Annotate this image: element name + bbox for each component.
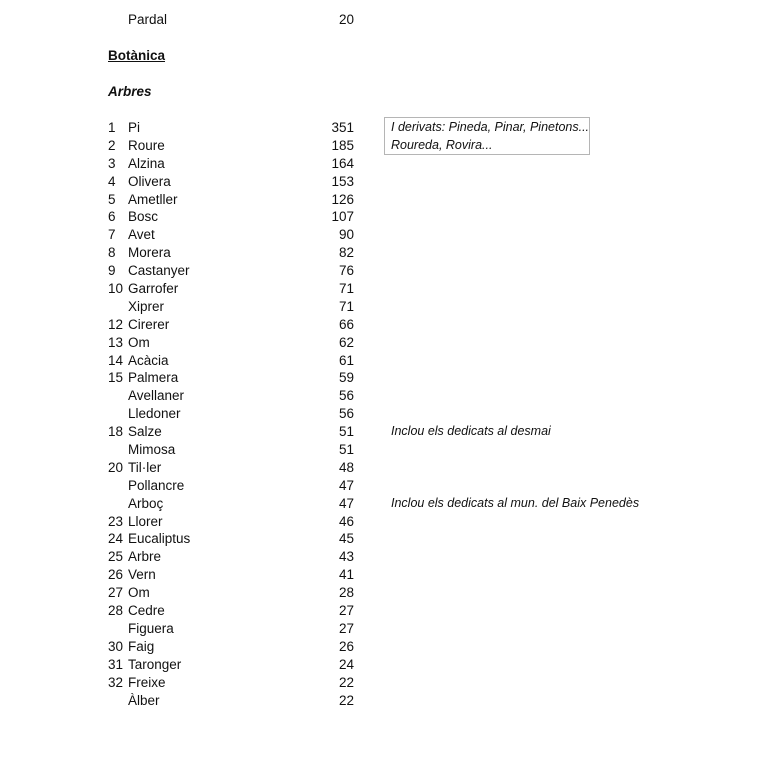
row-count: 59 (338, 370, 354, 386)
list-row (0, 656, 783, 674)
entry-count: 20 (338, 12, 354, 27)
row-count: 61 (338, 352, 354, 368)
row-name: Avellaner (128, 388, 185, 404)
list-row (0, 441, 783, 459)
row-count: 185 (331, 137, 354, 153)
list-row (0, 280, 783, 298)
row-rank: 10 (108, 281, 124, 297)
row-count: 90 (338, 227, 354, 243)
row-rank: 28 (108, 603, 124, 619)
row-rank: 1 (108, 120, 116, 135)
row-name: Llorer (128, 513, 163, 529)
row-rank: 3 (108, 155, 116, 171)
row-note: Inclou els dedicats al desmai (391, 424, 551, 439)
row-count: 351 (331, 120, 354, 135)
list-row (0, 477, 783, 495)
list-row (0, 173, 783, 191)
list-row (0, 262, 783, 280)
list-row (0, 316, 783, 334)
entry-name: Pardal (128, 12, 168, 27)
row-rank: 18 (108, 424, 124, 440)
list-row (0, 352, 783, 370)
row-name: Roure (128, 137, 165, 153)
row-count: 153 (331, 173, 354, 189)
list-row (0, 244, 783, 262)
list-row (0, 495, 783, 513)
row-count: 47 (338, 477, 354, 493)
row-name: Morera (128, 245, 171, 261)
row-name: Mimosa (128, 442, 176, 458)
list-row (0, 530, 783, 548)
row-name: Palmera (128, 370, 179, 386)
list-row (0, 692, 783, 710)
row-count: 47 (338, 495, 354, 511)
row-name: Alzina (128, 155, 165, 171)
list-row (0, 405, 783, 423)
list-row (0, 208, 783, 226)
row-rank: 30 (108, 638, 124, 654)
row-name: Om (128, 334, 150, 350)
row-count: 51 (338, 442, 354, 458)
row-rank: 25 (108, 549, 124, 565)
row-rank: 14 (108, 352, 124, 368)
row-count: 71 (338, 281, 354, 297)
list-row (0, 602, 783, 620)
row-count: 46 (338, 513, 354, 529)
row-name: Ametller (128, 191, 178, 207)
row-name: Salze (128, 424, 162, 440)
row-name: Figuera (128, 620, 174, 636)
row-count: 164 (331, 155, 354, 171)
row-rank: 20 (108, 459, 124, 475)
row-name: Vern (128, 567, 156, 583)
row-count: 28 (338, 585, 354, 601)
row-rank: 7 (108, 227, 116, 243)
row-count: 45 (338, 531, 354, 547)
row-count: 66 (338, 316, 354, 332)
row-rank: 24 (108, 531, 124, 547)
row-rank: 26 (108, 567, 124, 583)
row-count: 22 (338, 692, 354, 708)
row-name: Faig (128, 638, 155, 654)
row-name: Castanyer (128, 263, 190, 279)
list-row (0, 387, 783, 405)
row-name: Olivera (128, 173, 171, 189)
row-name: Acàcia (128, 352, 169, 368)
row-name: Bosc (128, 209, 159, 225)
row-count: 56 (338, 406, 354, 422)
row-name: Avet (128, 227, 155, 243)
list-row (0, 620, 783, 638)
list-row (0, 155, 783, 173)
row-rank: 8 (108, 245, 116, 261)
tree-list (0, 119, 783, 709)
row-count: 107 (331, 209, 354, 225)
row-count: 22 (338, 674, 354, 690)
list-row (0, 638, 783, 656)
row-count: 41 (338, 567, 354, 583)
list-row (0, 566, 783, 584)
row-name: Taronger (128, 656, 182, 672)
row-count: 126 (331, 191, 354, 207)
row-rank: 13 (108, 334, 124, 350)
row-count: 26 (338, 638, 354, 654)
row-note: Inclou els dedicats al mun. del Baix Penedès (391, 495, 640, 510)
row-count: 24 (338, 656, 354, 672)
row-count: 62 (338, 334, 354, 350)
row-rank: 4 (108, 173, 116, 189)
row-name: Cedre (128, 603, 165, 619)
list-row (0, 369, 783, 387)
row-count: 48 (338, 459, 354, 475)
row-name: Pi (128, 120, 141, 135)
comment-box-text: I derivats: Pineda, Pinar, Pinetons... Roureda, Rovira... (391, 120, 590, 152)
row-count: 71 (338, 298, 354, 314)
row-count: 82 (338, 245, 354, 261)
list-row (0, 226, 783, 244)
subsection-heading: Arbres (108, 84, 152, 99)
row-name: Om (128, 585, 150, 601)
row-name: Garrofer (128, 281, 179, 297)
row-name: Lledoner (128, 406, 181, 422)
row-rank: 2 (108, 137, 116, 153)
row-name: Til·ler (128, 459, 162, 475)
row-rank: 23 (108, 513, 124, 529)
row-rank: 31 (108, 656, 124, 672)
row-count: 27 (338, 603, 354, 619)
row-count: 43 (338, 549, 354, 565)
list-row (0, 674, 783, 692)
list-row (0, 459, 783, 477)
row-name: Arbre (128, 549, 162, 565)
row-rank: 15 (108, 370, 124, 386)
row-name: Arboç (128, 495, 164, 511)
row-rank: 12 (108, 316, 124, 332)
row-count: 51 (338, 424, 354, 440)
list-row (0, 334, 783, 352)
row-name: Eucaliptus (128, 531, 191, 547)
row-name: Freixe (128, 674, 166, 690)
row-rank: 32 (108, 674, 124, 690)
row-name: Cirerer (128, 316, 170, 332)
list-row (0, 191, 783, 209)
list-row (0, 548, 783, 566)
row-count: 56 (338, 388, 354, 404)
list-row (0, 423, 783, 441)
row-rank: 27 (108, 585, 124, 601)
row-rank: 6 (108, 209, 116, 225)
row-name: Xiprer (128, 298, 165, 314)
row-name: Pollancre (128, 477, 185, 493)
row-name: Àlber (128, 692, 160, 708)
list-row (0, 298, 783, 316)
row-rank: 9 (108, 263, 116, 279)
row-count: 76 (338, 263, 354, 279)
row-count: 27 (338, 620, 354, 636)
list-row (0, 584, 783, 602)
list-row (0, 513, 783, 531)
row-rank: 5 (108, 191, 116, 207)
section-heading: Botànica (108, 48, 166, 63)
